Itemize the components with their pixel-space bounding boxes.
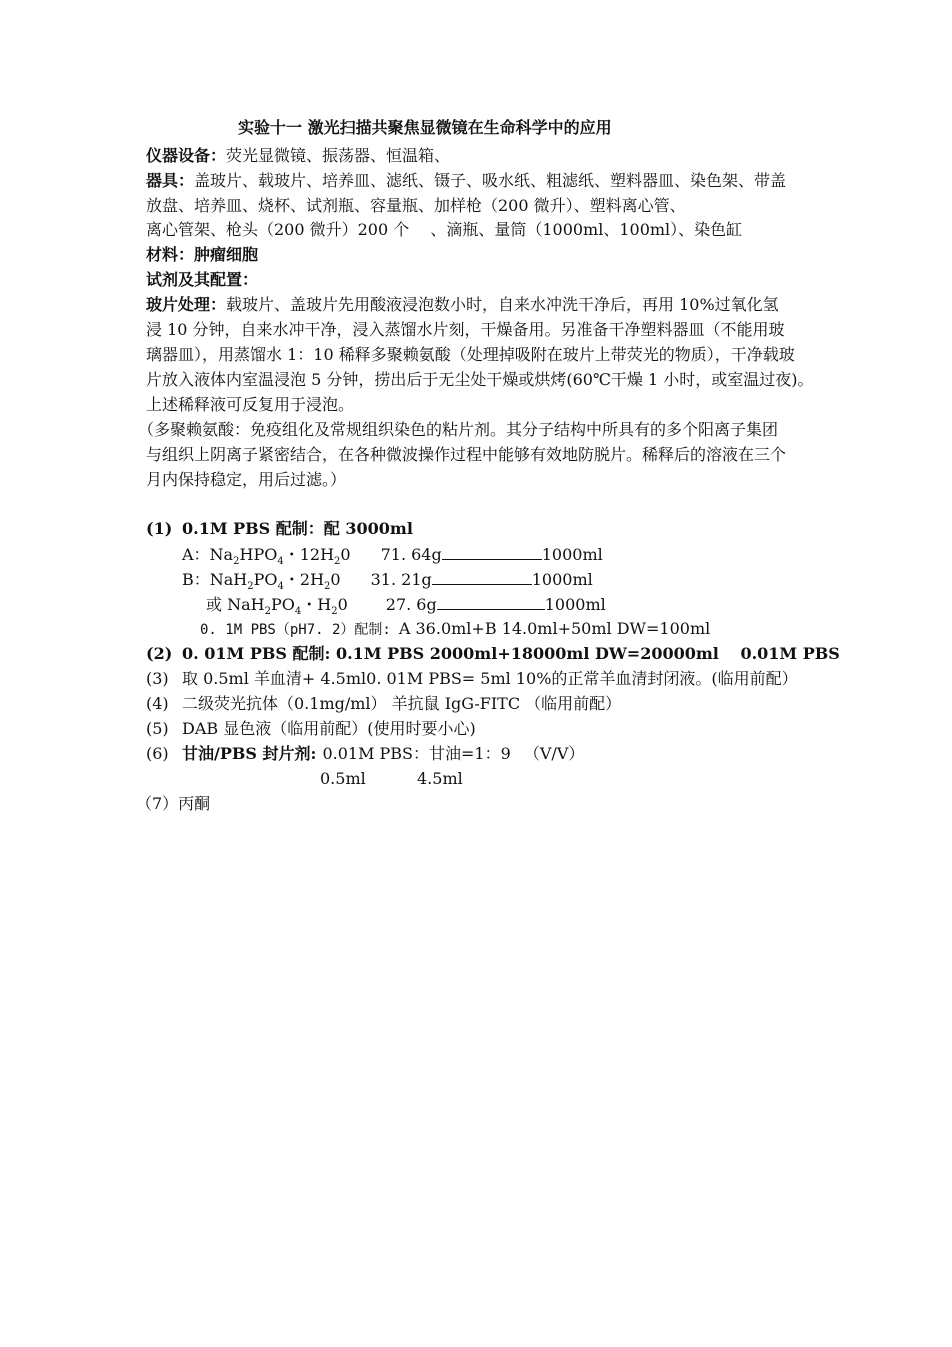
tools-line-1 (146, 171, 786, 191)
equipment-label: 仪器设备： (146, 146, 227, 165)
slide-treatment-line-5: 上述稀释液可反复用于浸泡。 (146, 395, 355, 414)
pbs-ph-label: 0. 1M PBS（pH7. 2）配制: (200, 622, 391, 638)
solution-a-mass: 71. 64g (380, 545, 442, 564)
slide-treatment-line-3: 璃器皿），用蒸馏水 1：10 稀释多聚赖氨酸（处理掉吸附在玻片上带荧光的物质），干净载玻 (146, 345, 795, 364)
reagents-heading: 试剂及其配置： (146, 270, 259, 289)
item-3-text: 取 0.5ml 羊血清+ 4.5ml0. 01M PBS= 5ml 10%的正常羊血清封闭液。(临用前配） (182, 669, 798, 688)
materials-line (146, 245, 258, 265)
item-4 (146, 694, 621, 714)
note-line-3: 月内保持稳定，用后过滤。） (146, 470, 347, 489)
tools-line-3: 离心管架、枪头（200 微升）200 个 、滴瓶、量筒（1000ml、100ml）、染色缸 (146, 220, 743, 239)
item-4-text: 二级荧光抗体（0.1mg/ml） 羊抗鼠 IgG-FITC （临用前配） (182, 694, 622, 713)
item-4-number: (4) (146, 694, 169, 713)
equipment-line (146, 146, 450, 166)
tools-text-1: 盖玻片、载玻片、培养皿、滤纸、镊子、吸水纸、粗滤纸、塑料器皿、染色架、带盖 (194, 171, 787, 190)
item-1-solution-alt: 或 $NaH_2PO_4$・$H_20$ 27. 6g 1000ml (206, 595, 606, 618)
item-2-number: (2) (146, 644, 173, 663)
item-1-solution-b: B：$NaH_2PO_4$・$2H_20$ 31. 21g 1000ml (182, 570, 593, 593)
materials-text: 肿瘤细胞 (194, 245, 259, 264)
item-1-pbs-ph (200, 619, 710, 640)
equipment-text: 荧光显微镜、振荡器、恒温箱、 (226, 146, 451, 165)
solution-b-volume: 1000ml (531, 570, 593, 589)
slide-treatment-line-1 (146, 295, 779, 315)
solution-a-volume: 1000ml (541, 545, 603, 564)
note-line-1: （多聚赖氨酸：免疫组化及常规组织染色的粘片剂。其分子结构中所具有的多个阳离子集团 (138, 420, 779, 439)
slide-treatment-line-4: 片放入液体内室温浸泡 5 分钟，捞出后于无尘处干燥或烘烤(60℃干燥 1 小时，或室温过夜)。 (146, 370, 814, 389)
item-2 (146, 644, 840, 664)
item-6-number: (6) (146, 744, 169, 763)
item-5 (146, 719, 476, 739)
item-6-label: 甘油/PBS 封片剂: (182, 744, 317, 763)
solution-alt-volume: 1000ml (544, 595, 606, 614)
item-1-text: 0.1M PBS 配制：配 3000ml (182, 519, 413, 538)
solution-b-mass: 31. 21g (370, 570, 432, 589)
item-3 (146, 669, 798, 689)
slide-treatment-label: 玻片处理： (146, 295, 227, 314)
item-1-number: (1) (146, 519, 173, 538)
item-6-text: 0.01M PBS：甘油=1：9 （V/V） (322, 744, 585, 763)
slide-treatment-line-2: 浸 10 分钟，自来水冲干净，浸入蒸馏水片刻，干燥备用。另准备干净塑料器皿（不能用玻 (146, 320, 785, 339)
item-1 (146, 519, 413, 539)
solution-alt-mass: 27. 6g (385, 595, 437, 614)
note-line-2: 与组织上阴离子紧密结合，在各种微波操作过程中能够有效地防脱片。稀释后的溶液在三个 (146, 445, 787, 464)
tools-line-2: 放盘、培养皿、烧杯、试剂瓶、容量瓶、加样枪（200 微升）、塑料离心管、 (146, 196, 686, 215)
page-title: 实验十一 激光扫描共聚焦显微镜在生命科学中的应用 (238, 118, 612, 137)
item-3-number: (3) (146, 669, 169, 688)
item-2-text: 0. 01M PBS 配制: 0.1M PBS 2000ml+18000ml DW=20000ml 0.01M PBS (182, 644, 840, 663)
item-1-solution-a: A：$Na_2HPO_4$・$12H_20$ 71. 64g 1000ml (182, 545, 603, 568)
item-6 (146, 744, 584, 764)
tools-label: 器具： (146, 171, 195, 190)
slide-treatment-text-1: 载玻片、盖玻片先用酸液浸泡数小时，自来水冲洗干净后，再用 10%过氧化氢 (226, 295, 779, 314)
item-6-volume-1: 0.5ml (320, 769, 366, 788)
materials-label: 材料： (146, 245, 195, 264)
pbs-ph-text: A 36.0ml+B 14.0ml+50ml DW=100ml (398, 619, 711, 638)
item-5-number: (5) (146, 719, 169, 738)
item-5-text: DAB 显色液（临用前配）(使用时要小心) (182, 719, 476, 738)
item-6-volume-2: 4.5ml (417, 769, 463, 788)
item-7: （7）丙酮 (136, 794, 211, 813)
